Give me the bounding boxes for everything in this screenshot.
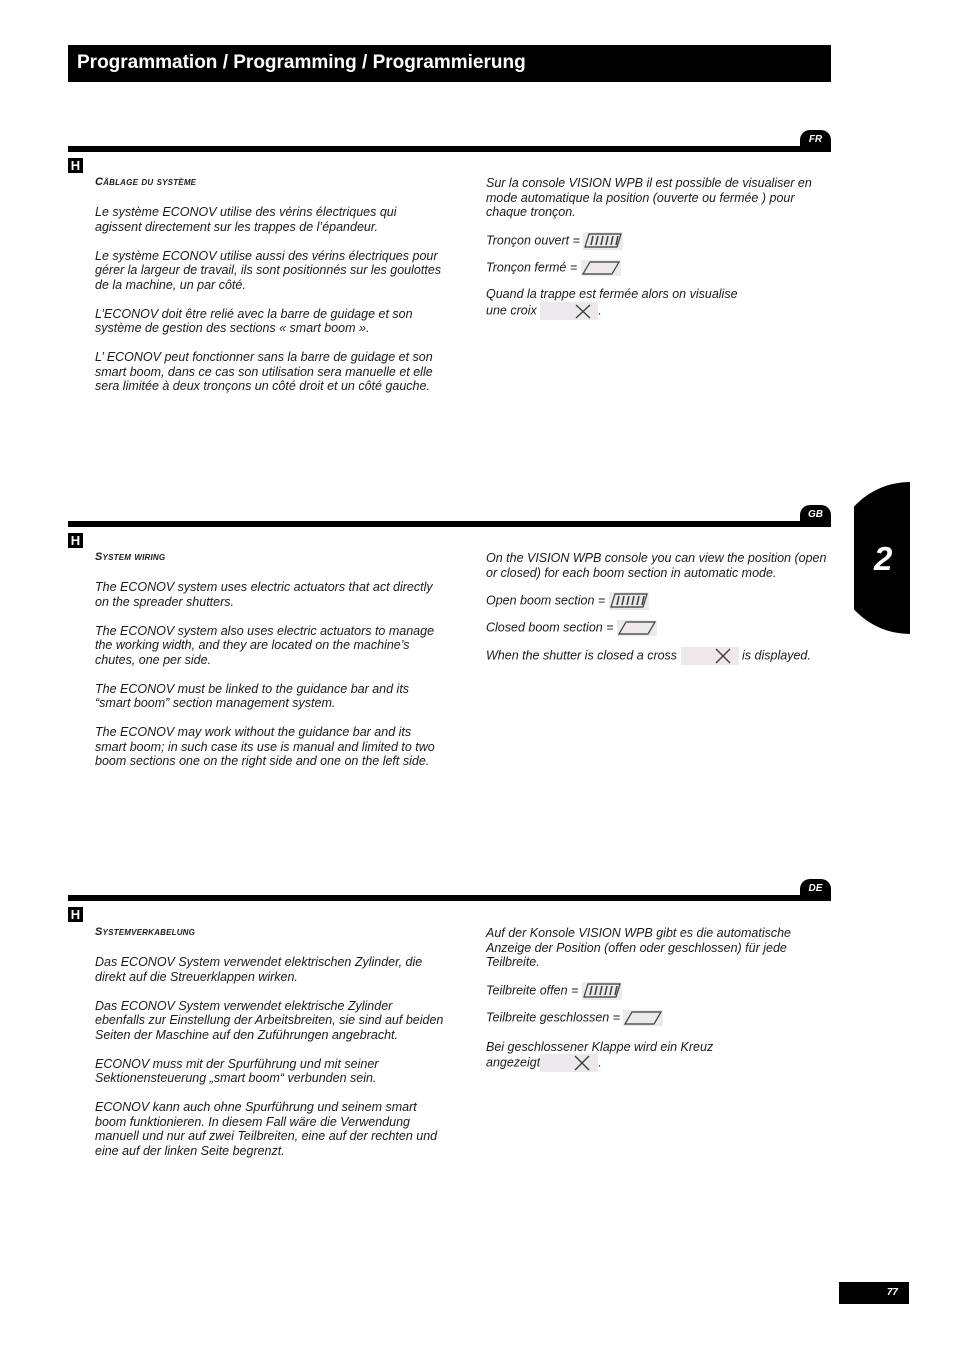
open-section-icon — [582, 982, 622, 1000]
section-marker-de: H — [68, 907, 83, 922]
left-column-fr — [95, 205, 445, 408]
open-row — [486, 232, 832, 250]
chapter-number: 2 — [874, 540, 893, 577]
page-header — [68, 45, 831, 82]
open-row — [486, 592, 832, 610]
section-title-fr: Câblage du système — [95, 176, 197, 188]
paragraph: The ECONOV system also uses electric actuators to manage the working width, and they are located on the machine’s chutes, one per side. — [95, 623, 435, 667]
cross-label: When the shutter is closed a cross — [486, 648, 678, 663]
section-title-de: Systemverkabelung — [95, 926, 196, 938]
right-column-fr — [486, 176, 832, 320]
closed-section-icon — [617, 620, 657, 636]
cross-icon — [540, 302, 598, 320]
cross-label: une croix — [486, 303, 537, 318]
open-label: Teilbreite offen = — [486, 982, 579, 997]
paragraph: L’ECONOV doit être relié avec la barre de guidage et son système de gestion des sections « smart boom ». — [95, 306, 413, 335]
lang-tab-de: DE — [800, 879, 831, 899]
lang-tab-fr: FR — [800, 130, 831, 150]
cross-text: Quand la trappe est fermée alors on visualise — [486, 286, 738, 301]
right-column-de — [486, 926, 832, 1072]
section-rule-gb — [68, 521, 831, 527]
cross-row — [486, 1054, 832, 1072]
paragraph: Le système ECONOV utilise des vérins électriques qui agissent directement sur les trappes de l’épandeur. — [95, 205, 397, 234]
paragraph: L’ ECONOV peut fonctionner sans la barre de guidage et son smart boom, dans ce cas son utilisation sera manuelle et elle sera limitée à deux tronçons un côté droit et un côté gauche. — [95, 350, 433, 393]
cross-text: Bei geschlossener Klappe wird ein Kreuz — [486, 1039, 714, 1054]
paragraph: The ECONOV system uses electric actuators that act directly on the spreader shutters. — [95, 580, 433, 609]
closed-section-icon — [581, 260, 621, 276]
paragraph: The ECONOV may work without the guidance bar and its smart boom; in such case its use is manual and limited to two boom sections one on the right side and one on the left side. — [95, 725, 435, 768]
right-column-gb — [486, 551, 832, 665]
section-rule-de — [68, 895, 831, 901]
paragraph: Das ECONOV System verwendet elektrischen Zylinder, die direkt auf die Streuerklappen wirken. — [95, 955, 423, 984]
cross-row — [486, 302, 832, 320]
intro-text: On the VISION WPB console you can view the position (open or closed) for each boom section in automatic mode. — [486, 551, 827, 580]
closed-row — [486, 1010, 832, 1026]
page-title: Programmation / Programming / Programmierung — [77, 52, 526, 73]
cross-suffix: is displayed. — [742, 648, 811, 663]
intro-text: Sur la console VISION WPB il est possible de visualiser en mode automatique la position (ouverte ou fermée ) pour chaque tronçon. — [486, 176, 812, 219]
cross-label: angezeigt — [486, 1055, 541, 1070]
paragraph: ECONOV muss mit der Spurführung und mit seiner Sektionensteuerung „smart boom“ verbunden sein. — [95, 1056, 379, 1085]
left-column-gb — [95, 580, 445, 783]
cross-period: . — [598, 1055, 602, 1070]
closed-row — [486, 260, 832, 276]
section-title-gb: System wiring — [95, 551, 166, 563]
intro-text: Auf der Konsole VISION WPB gibt es die automatische Anzeige der Position (offen oder geschlossen) für jede Teilbreite. — [486, 926, 792, 969]
lang-tab-gb: GB — [800, 505, 831, 525]
section-marker-gb: H — [68, 533, 83, 548]
cross-row — [486, 647, 832, 665]
closed-section-icon — [623, 1010, 663, 1026]
paragraph: Das ECONOV System verwendet elektrische Zylinder ebenfalls zur Einstellung der Arbeitsbreiten, sie sind auf beiden Seiten der Maschine auf den Zuführungen angebracht. — [95, 998, 444, 1042]
open-section-icon — [583, 232, 623, 250]
paragraph: The ECONOV must be linked to the guidance bar and its “smart boom” section management system. — [95, 681, 410, 710]
section-marker-fr: H — [68, 158, 83, 173]
closed-label: Teilbreite geschlossen = — [486, 1009, 620, 1024]
left-column-de — [95, 955, 445, 1173]
closed-row — [486, 620, 832, 636]
page-number: 77 — [839, 1282, 909, 1304]
open-label: Open boom section = — [486, 593, 606, 608]
section-rule-fr — [68, 146, 831, 152]
paragraph: Le système ECONOV utilise aussi des vérins électriques pour gérer la largeur de travail, ils sont positionnés sur les goulottes de la machine, un par côté. — [95, 248, 442, 292]
cross-icon — [681, 647, 739, 665]
paragraph: ECONOV kann auch ohne Spurführung und seinem smart boom funktionieren. In diesem Fall wäre die Verwendung manuell und nur auf zwei Teilbreiten, eine auf der rechten und eine auf der linken Seite begrenzt. — [95, 1100, 438, 1158]
cross-period: . — [598, 303, 602, 318]
open-section-icon — [609, 592, 649, 610]
closed-label: Closed boom section = — [486, 620, 614, 635]
closed-label: Tronçon fermé = — [486, 259, 578, 274]
cross-icon — [540, 1054, 598, 1072]
open-label: Tronçon ouvert = — [486, 232, 580, 247]
open-row — [486, 982, 832, 1000]
